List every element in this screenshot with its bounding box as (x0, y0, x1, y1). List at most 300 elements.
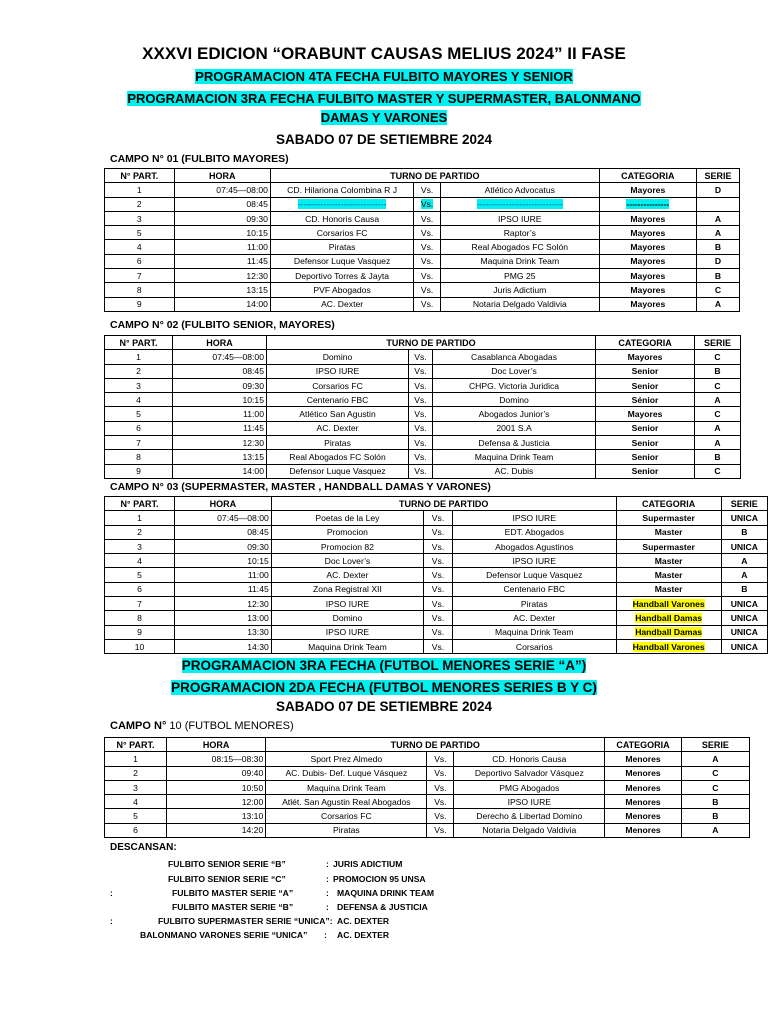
match-number: 6 (105, 582, 175, 596)
match-time: 12:00 (167, 795, 266, 809)
serie: B (681, 809, 749, 823)
team-home: Real Abogados FC Solón (267, 450, 409, 464)
category: Senior (596, 364, 695, 378)
serie: UNICA (721, 539, 767, 553)
table-row (105, 525, 768, 539)
table-row (105, 780, 750, 794)
table-row (105, 393, 741, 407)
match-time: 09:40 (167, 766, 266, 780)
document-title: XXXVI EDICION “ORABUNT CAUSAS MELIUS 2024” II FASE (142, 44, 626, 63)
match-time: 11:45 (173, 421, 267, 435)
descansan-prefix: : (110, 916, 113, 926)
match-number: 5 (105, 407, 173, 421)
team-away: AC. Dubis (433, 464, 596, 478)
team-away: Centenario FBC (452, 582, 616, 596)
match-number: 2 (105, 364, 173, 378)
match-time: 14:30 (175, 639, 272, 653)
col-serie: SERIE (696, 169, 739, 183)
descansan-team: DEFENSA & JUSTICIA (337, 902, 428, 912)
match-time: 07:45—08:00 (173, 350, 267, 364)
vs-label: Vs. (414, 254, 441, 268)
match-number: 2 (105, 197, 175, 211)
table-row (105, 568, 768, 582)
serie: B (695, 364, 741, 378)
team-home: Promocion 82 (271, 539, 423, 553)
serie: C (695, 464, 741, 478)
category: Handball Varones (616, 597, 721, 611)
serie: B (721, 582, 767, 596)
team-home: Maquina Drink Team (271, 639, 423, 653)
table-row (105, 539, 768, 553)
category: Mayores (599, 269, 696, 283)
team-home: Atlét. San Agustin Real Abogados (266, 795, 427, 809)
category: Supermaster (616, 511, 721, 525)
match-time: 09:30 (174, 211, 270, 225)
campo-02-table (104, 335, 741, 479)
match-number: 3 (105, 780, 167, 794)
serie: C (695, 378, 741, 392)
team-away: CD. Honoris Causa (454, 752, 605, 766)
match-number: 5 (105, 568, 175, 582)
team-away: Real Abogados FC Solón (440, 240, 599, 254)
team-away: PMG Abogados (454, 780, 605, 794)
serie: B (721, 525, 767, 539)
table-row (105, 350, 741, 364)
serie: B (696, 240, 739, 254)
team-home: AC. Dexter (270, 297, 413, 311)
col-hora: HORA (173, 336, 267, 350)
descansan-serie: BALONMANO VARONES SERIE “UNICA” (140, 930, 308, 940)
team-home: IPSO IURE (271, 625, 423, 639)
vs-label: Vs. (409, 350, 433, 364)
team-away: Doc Lover’s (433, 364, 596, 378)
team-away: EDT. Abogados (452, 525, 616, 539)
serie: A (681, 823, 749, 837)
match-number: 4 (105, 795, 167, 809)
serie: D (696, 183, 739, 197)
col-npart: N° PART. (105, 336, 173, 350)
vs-label: Vs. (409, 421, 433, 435)
vs-label: Vs. (424, 582, 453, 596)
date-heading: SABADO 07 DE SETIEMBRE 2024 (275, 132, 493, 147)
serie: A (695, 393, 741, 407)
serie: A (721, 568, 767, 582)
team-home: IPSO IURE (267, 364, 409, 378)
vs-label: Vs. (424, 539, 453, 553)
serie: C (695, 407, 741, 421)
team-home: Piratas (266, 823, 427, 837)
match-number: 3 (105, 378, 173, 392)
col-categoria: CATEGORIA (605, 738, 681, 752)
table-row (105, 226, 740, 240)
team-away: Abogados Agustinos (452, 539, 616, 553)
match-time: 12:30 (173, 436, 267, 450)
vs-label: Vs. (409, 364, 433, 378)
match-number: 3 (105, 539, 175, 553)
col-turno: TURNO DE PARTIDO (266, 738, 605, 752)
match-time: 08:45 (174, 197, 270, 211)
match-time: 11:00 (173, 407, 267, 421)
category: Master (616, 582, 721, 596)
table-row (105, 297, 740, 311)
vs-label: Vs. (427, 823, 454, 837)
category: Menores (605, 766, 681, 780)
team-home: CD. Hilariona Colombina R J (270, 183, 413, 197)
team-away: IPSO IURE (452, 554, 616, 568)
team-away: Abogados Junior’s (433, 407, 596, 421)
vs-label: Vs. (409, 450, 433, 464)
table-row (105, 407, 741, 421)
serie: A (695, 436, 741, 450)
vs-label: Vs. (414, 240, 441, 254)
match-time: 13:00 (175, 611, 272, 625)
match-time: 10:15 (173, 393, 267, 407)
vs-label: Vs. (409, 464, 433, 478)
vs-label: Vs. (414, 183, 441, 197)
match-time: 13:10 (167, 809, 266, 823)
col-turno: TURNO DE PARTIDO (271, 497, 616, 511)
col-npart: N° PART. (105, 169, 175, 183)
team-away: Maquina Drink Team (433, 450, 596, 464)
category: Handball Damas (616, 625, 721, 639)
team-away: Notaria Delgado Valdivia (440, 297, 599, 311)
table-row (105, 211, 740, 225)
team-home: Domino (271, 611, 423, 625)
match-number: 9 (105, 625, 175, 639)
serie: A (696, 226, 739, 240)
campo-02-label: CAMPO N° 02 (FULBITO SENIOR, MAYORES) (110, 319, 335, 331)
team-home: AC. Dexter (271, 568, 423, 582)
team-home: Poetas de la Ley (271, 511, 423, 525)
vs-label: Vs. (424, 625, 453, 639)
match-time: 09:30 (175, 539, 272, 553)
match-number: 2 (105, 525, 175, 539)
vs-label: Vs. (424, 554, 453, 568)
category: Menores (605, 809, 681, 823)
category: Mayores (599, 183, 696, 197)
table-row (105, 582, 768, 596)
match-number: 1 (105, 183, 175, 197)
serie: C (695, 350, 741, 364)
team-away: Juris Adictium (440, 283, 599, 297)
col-categoria: CATEGORIA (596, 336, 695, 350)
team-away: Atlético Advocatus (440, 183, 599, 197)
serie (696, 197, 739, 211)
vs-label: Vs. (427, 752, 454, 766)
col-turno: TURNO DE PARTIDO (270, 169, 599, 183)
table-row (105, 378, 741, 392)
team-home: Domino (267, 350, 409, 364)
match-number: 7 (105, 269, 175, 283)
table-row (105, 254, 740, 268)
match-number: 1 (105, 511, 175, 525)
match-time: 11:00 (175, 568, 272, 582)
category: Master (616, 554, 721, 568)
team-away: PMG 25 (440, 269, 599, 283)
team-home: ------------------------------- (270, 197, 413, 211)
match-time: 10:15 (175, 554, 272, 568)
serie: D (696, 254, 739, 268)
team-away: IPSO IURE (454, 795, 605, 809)
table-row (105, 269, 740, 283)
vs-label: Vs. (409, 436, 433, 450)
serie: A (681, 752, 749, 766)
match-time: 11:45 (175, 582, 272, 596)
category: Mayores (599, 211, 696, 225)
col-serie: SERIE (681, 738, 749, 752)
descansan-team: AC. DEXTER (337, 916, 390, 926)
category: Menores (605, 823, 681, 837)
team-home: Piratas (267, 436, 409, 450)
date-heading-2: SABADO 07 DE SETIEMBRE 2024 (275, 699, 493, 714)
table-row (105, 639, 768, 653)
descansan-serie: FULBITO SENIOR SERIE “C” (168, 874, 286, 884)
match-number: 4 (105, 554, 175, 568)
category: --------------- (599, 197, 696, 211)
vs-label: Vs. (414, 297, 441, 311)
team-home: Piratas (270, 240, 413, 254)
vs-label: Vs. (414, 226, 441, 240)
category: Sénior (596, 393, 695, 407)
category: Mayores (599, 240, 696, 254)
match-number: 8 (105, 611, 175, 625)
match-number: 3 (105, 211, 175, 225)
col-npart: N° PART. (105, 497, 175, 511)
table-row (105, 766, 750, 780)
table-row (105, 421, 741, 435)
team-away: Derecho & Libertad Domino (454, 809, 605, 823)
match-time: 13:15 (173, 450, 267, 464)
vs-label: Vs. (427, 780, 454, 794)
serie: A (696, 211, 739, 225)
category: Mayores (599, 254, 696, 268)
category: Senior (596, 436, 695, 450)
match-time: 08:45 (175, 525, 272, 539)
match-time: 11:00 (174, 240, 270, 254)
descansan-separator: : (326, 888, 329, 898)
team-away: ------------------------------ (440, 197, 599, 211)
match-time: 14:00 (174, 297, 270, 311)
serie: C (681, 780, 749, 794)
match-number: 9 (105, 297, 175, 311)
serie: A (696, 297, 739, 311)
campo-03-table (104, 496, 768, 654)
table-row (105, 240, 740, 254)
campo-03-label: CAMPO N° 03 (SUPERMASTER, MASTER , HANDBALL DAMAS Y VARONES) (110, 481, 491, 493)
program-line-2: PROGRAMACION 3RA FECHA FULBITO MASTER Y SUPERMASTER, BALONMANO (127, 91, 641, 106)
category: Senior (596, 378, 695, 392)
match-number: 7 (105, 597, 175, 611)
category: Master (616, 525, 721, 539)
col-categoria: CATEGORIA (599, 169, 696, 183)
col-serie: SERIE (721, 497, 767, 511)
serie: UNICA (721, 611, 767, 625)
match-number: 1 (105, 752, 167, 766)
category: Menores (605, 752, 681, 766)
col-categoria: CATEGORIA (616, 497, 721, 511)
team-away: Maquina Drink Team (452, 625, 616, 639)
match-time: 13:30 (175, 625, 272, 639)
category: Menores (605, 795, 681, 809)
col-hora: HORA (174, 169, 270, 183)
program-menores-line-2: PROGRAMACION 2DA FECHA (FUTBOL MENORES SERIES B Y C) (171, 680, 597, 695)
descansan-team: MAQUINA DRINK TEAM (337, 888, 435, 898)
campo-10-label: CAMPO N° 10 (FUTBOL MENORES) (110, 720, 294, 732)
descansan-separator: : (326, 874, 329, 884)
match-number: 8 (105, 283, 175, 297)
match-number: 10 (105, 639, 175, 653)
match-number: 6 (105, 823, 167, 837)
team-away: IPSO IURE (440, 211, 599, 225)
vs-label: Vs. (414, 283, 441, 297)
category: Mayores (599, 297, 696, 311)
descansan-serie: FULBITO MASTER SERIE “A” (172, 888, 294, 898)
program-line-3: DAMAS Y VARONES (320, 110, 448, 125)
match-number: 9 (105, 464, 173, 478)
match-time: 08:45 (173, 364, 267, 378)
serie: B (695, 450, 741, 464)
table-row (105, 752, 750, 766)
vs-label: Vs. (414, 197, 441, 211)
match-time: 14:20 (167, 823, 266, 837)
match-number: 1 (105, 350, 173, 364)
descansan-team: AC. DEXTER (337, 930, 390, 940)
team-away: Corsarios (452, 639, 616, 653)
table-row (105, 597, 768, 611)
table-row (105, 611, 768, 625)
campo-01-table (104, 168, 740, 312)
vs-label: Vs. (424, 639, 453, 653)
team-home: AC. Dexter (267, 421, 409, 435)
col-npart: N° PART. (105, 738, 167, 752)
table-row (105, 436, 741, 450)
serie: B (696, 269, 739, 283)
serie: A (695, 421, 741, 435)
descansan-separator: : (326, 902, 329, 912)
match-number: 5 (105, 226, 175, 240)
category: Master (616, 568, 721, 582)
serie: UNICA (721, 639, 767, 653)
table-row (105, 364, 741, 378)
vs-label: Vs. (427, 809, 454, 823)
table-row (105, 823, 750, 837)
table-row (105, 625, 768, 639)
table-row (105, 464, 741, 478)
col-hora: HORA (175, 497, 272, 511)
team-home: Promocion (271, 525, 423, 539)
table-row (105, 450, 741, 464)
serie: A (721, 554, 767, 568)
match-number: 5 (105, 809, 167, 823)
serie: UNICA (721, 597, 767, 611)
descansan-label: DESCANSAN: (110, 842, 177, 853)
col-serie: SERIE (695, 336, 741, 350)
team-home: Corsarios FC (266, 809, 427, 823)
match-number: 6 (105, 254, 175, 268)
team-home: Zona Registral XII (271, 582, 423, 596)
match-time: 14:00 (173, 464, 267, 478)
table-row (105, 511, 768, 525)
category: Senior (596, 450, 695, 464)
descansan-separator: : (326, 859, 329, 869)
team-home: Defensor Luque Vasquez (270, 254, 413, 268)
table-row (105, 554, 768, 568)
category: Menores (605, 780, 681, 794)
team-away: IPSO IURE (452, 511, 616, 525)
match-time: 10:50 (167, 780, 266, 794)
vs-label: Vs. (424, 611, 453, 625)
campo-01-label: CAMPO N° 01 (FULBITO MAYORES) (110, 153, 289, 165)
table-row (105, 197, 740, 211)
team-away: CHPG. Victoria Juridica (433, 378, 596, 392)
program-line-1: PROGRAMACION 4TA FECHA FULBITO MAYORES Y SENIOR (195, 69, 573, 84)
team-home: PVF Abogados (270, 283, 413, 297)
match-number: 2 (105, 766, 167, 780)
team-away: Defensa & Justicia (433, 436, 596, 450)
team-away: 2001 S.A (433, 421, 596, 435)
program-menores-line-1: PROGRAMACION 3RA FECHA (FUTBOL MENORES SERIE “A”) (181, 658, 587, 673)
serie: C (681, 766, 749, 780)
team-home: CD. Honoris Causa (270, 211, 413, 225)
team-away: Notaria Delgado Valdivia (454, 823, 605, 837)
team-away: Raptor’s (440, 226, 599, 240)
table-row (105, 809, 750, 823)
category: Mayores (599, 283, 696, 297)
team-home: Deportivo Torres & Jayta (270, 269, 413, 283)
match-time: 08:15—08:30 (167, 752, 266, 766)
team-away: Domino (433, 393, 596, 407)
descansan-serie: FULBITO SENIOR SERIE “B” (168, 859, 286, 869)
category: Mayores (596, 350, 695, 364)
table-row (105, 795, 750, 809)
match-time: 12:30 (175, 597, 272, 611)
vs-label: Vs. (424, 511, 453, 525)
vs-label: Vs. (409, 407, 433, 421)
match-time: 10:15 (174, 226, 270, 240)
category: Mayores (599, 226, 696, 240)
team-away: Piratas (452, 597, 616, 611)
team-home: Sport Prez Almedo (266, 752, 427, 766)
vs-label: Vs. (424, 525, 453, 539)
vs-label: Vs. (414, 269, 441, 283)
team-away: Defensor Luque Vasquez (452, 568, 616, 582)
table-row (105, 283, 740, 297)
descansan-team: JURIS ADICTIUM (333, 859, 403, 869)
vs-label: Vs. (427, 766, 454, 780)
vs-label: Vs. (409, 378, 433, 392)
vs-label: Vs. (414, 211, 441, 225)
team-home: IPSO IURE (271, 597, 423, 611)
col-turno: TURNO DE PARTIDO (267, 336, 596, 350)
serie: UNICA (721, 625, 767, 639)
descansan-team: PROMOCION 95 UNSA (333, 874, 426, 884)
serie: UNICA (721, 511, 767, 525)
match-time: 07:45—08:00 (175, 511, 272, 525)
campo-10-table (104, 737, 750, 838)
team-home: Defensor Luque Vasquez (267, 464, 409, 478)
team-home: Centenario FBC (267, 393, 409, 407)
match-number: 8 (105, 450, 173, 464)
team-away: Deportivo Salvador Vásquez (454, 766, 605, 780)
vs-label: Vs. (424, 597, 453, 611)
team-home: Corsarios FC (270, 226, 413, 240)
serie: B (681, 795, 749, 809)
match-number: 7 (105, 436, 173, 450)
match-time: 09:30 (173, 378, 267, 392)
team-home: Maquina Drink Team (266, 780, 427, 794)
col-hora: HORA (167, 738, 266, 752)
table-row (105, 183, 740, 197)
